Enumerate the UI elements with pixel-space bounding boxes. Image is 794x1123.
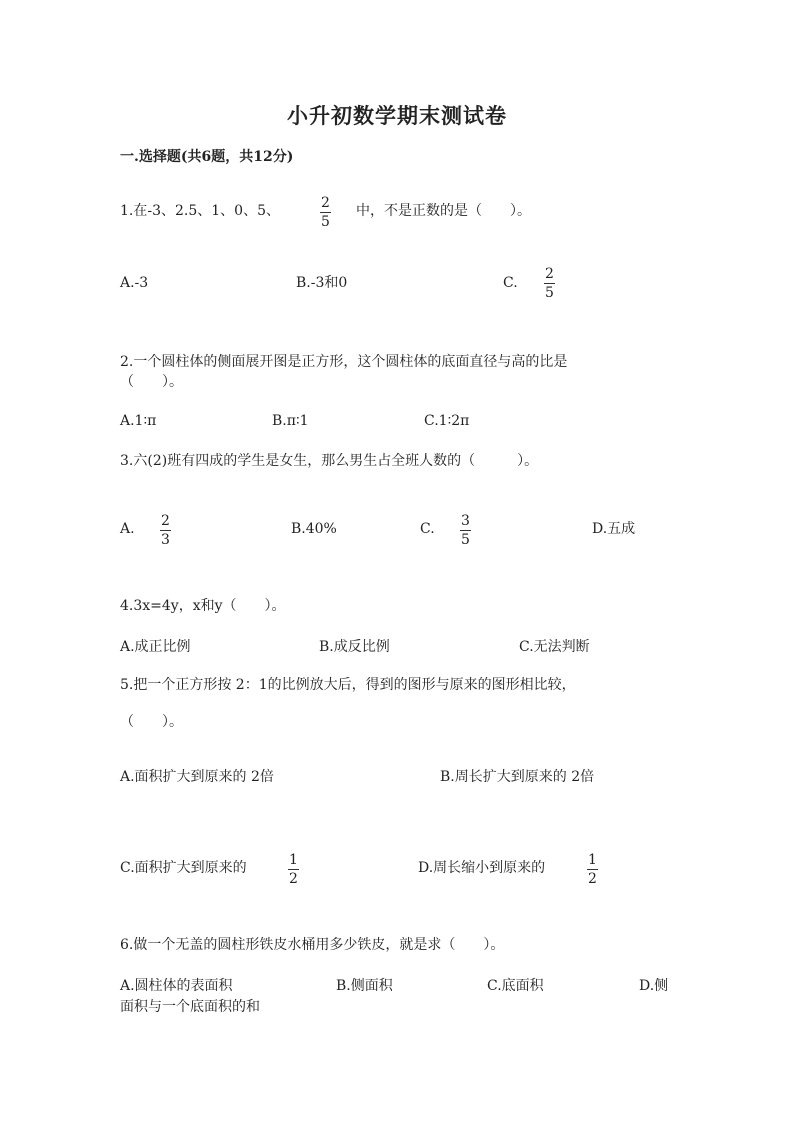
fraction-numerator: 1 <box>289 852 298 868</box>
q3-option-b[interactable]: B.40% <box>291 521 337 537</box>
q6-stem: 6.做一个无盖的圆柱形铁皮水桶用多少铁皮，就是求（ ）。 <box>120 937 505 953</box>
q3-option-d[interactable]: D.五成 <box>592 521 636 537</box>
q5-stem-line1: 5.把一个正方形按 2：1的比例放大后，得到的图形与原来的图形相比较， <box>120 677 576 693</box>
q3-option-a-fraction <box>160 513 171 548</box>
q2-stem-line1: 2.一个圆柱体的侧面展开图是正方形，这个圆柱体的底面直径与高的比是 <box>120 354 568 370</box>
fraction-numerator: 2 <box>545 266 554 282</box>
q1-stem-b: 中，不是正数的是（ ）。 <box>356 203 531 219</box>
section-heading: 一.选择题(共6题，共12分) <box>120 149 294 165</box>
q6-option-d-continuation: 面积与一个底面积的和 <box>120 999 260 1015</box>
q5-option-d[interactable]: D.周长缩小到原来的 <box>418 860 546 876</box>
q2-stem-line2: （ ）。 <box>120 374 183 390</box>
fraction-bar <box>320 212 331 213</box>
fraction-numerator: 2 <box>161 513 170 529</box>
q5-option-c-fraction <box>288 852 299 887</box>
q6-option-b[interactable]: B.侧面积 <box>336 978 393 994</box>
q6-option-a[interactable]: A.圆柱体的表面积 <box>120 978 233 994</box>
fraction-bar <box>544 283 555 284</box>
q1-option-b[interactable]: B.-3和0 <box>296 275 348 291</box>
q3-option-c-fraction <box>460 513 471 548</box>
q1-option-a[interactable]: A.-3 <box>120 275 149 291</box>
q3-option-c[interactable]: C. <box>420 521 435 537</box>
fraction-numerator: 1 <box>588 852 597 868</box>
fraction-bar <box>160 530 171 531</box>
fraction-bar <box>288 869 299 870</box>
fraction-denominator: 2 <box>588 871 597 887</box>
q1-stem-a: 1.在-3、2.5、1、0、5、 <box>120 203 280 219</box>
q4-option-c[interactable]: C.无法判断 <box>519 639 590 655</box>
q5-stem-line2: （ ）。 <box>120 714 183 730</box>
fraction-numerator: 2 <box>321 195 330 211</box>
q1-stem-fraction <box>320 195 331 230</box>
q4-stem: 4.3x=4y，x和y（ ）。 <box>120 598 286 614</box>
fraction-numerator: 3 <box>461 513 470 529</box>
q1-option-c[interactable]: C. <box>503 275 518 291</box>
fraction-denominator: 2 <box>289 871 298 887</box>
fraction-denominator: 5 <box>461 532 470 548</box>
q5-option-b[interactable]: B.周长扩大到原来的 2倍 <box>440 769 595 785</box>
fraction-denominator: 5 <box>545 285 554 301</box>
q3-option-a[interactable]: A. <box>120 521 135 537</box>
fraction-denominator: 3 <box>161 532 170 548</box>
q4-option-b[interactable]: B.成反比例 <box>319 639 390 655</box>
q6-option-c[interactable]: C.底面积 <box>487 978 544 994</box>
q5-option-c[interactable]: C.面积扩大到原来的 <box>120 860 247 876</box>
q2-option-c[interactable]: C.1∶2π <box>424 413 470 429</box>
q5-option-d-fraction <box>587 852 598 887</box>
q5-option-a[interactable]: A.面积扩大到原来的 2倍 <box>120 769 274 785</box>
q4-option-a[interactable]: A.成正比例 <box>120 639 191 655</box>
fraction-denominator: 5 <box>321 214 330 230</box>
q2-option-b[interactable]: B.π∶1 <box>272 413 309 429</box>
q3-stem: 3.六(2)班有四成的学生是女生，那么男生占全班人数的（ ）。 <box>120 453 539 469</box>
q2-option-a[interactable]: A.1∶π <box>120 413 157 429</box>
page-title: 小升初数学期末测试卷 <box>287 103 507 128</box>
fraction-bar <box>587 869 598 870</box>
q1-option-c-fraction <box>544 266 555 301</box>
q6-option-d[interactable]: D.侧 <box>639 978 669 994</box>
fraction-bar <box>460 530 471 531</box>
